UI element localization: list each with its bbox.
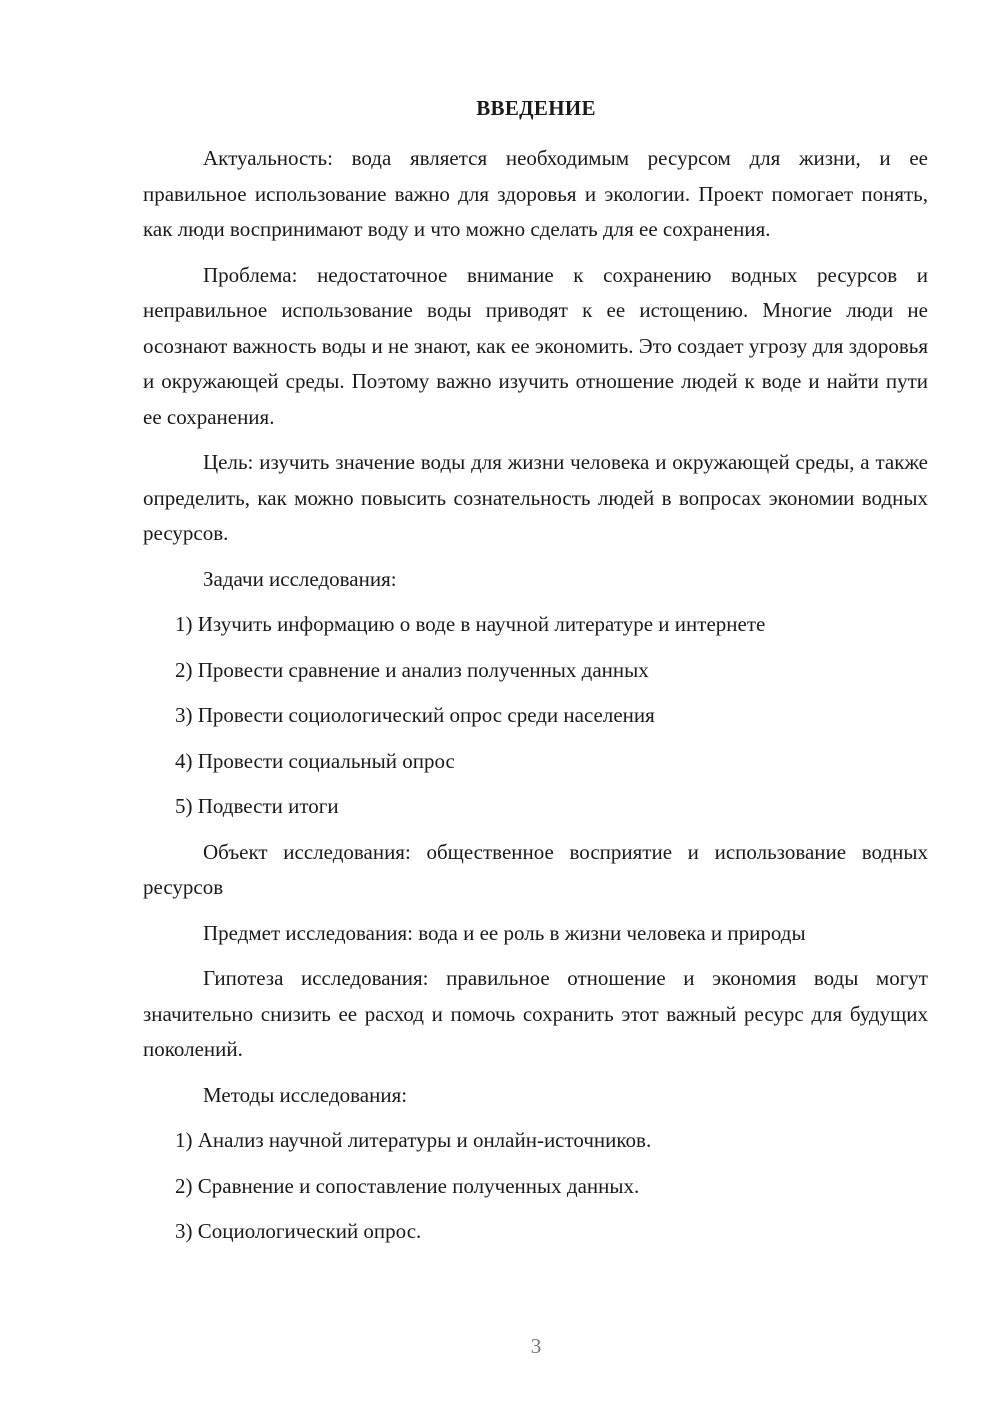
section-title: ВВЕДЕНИЕ [476, 96, 596, 120]
body-text [143, 141, 928, 1260]
paragraph-methods-heading: Методы исследования: [203, 1082, 408, 1107]
paragraph-tasks-heading: Задачи исследования: [203, 566, 397, 591]
list-item-task-5: 5) Подвести итоги [175, 794, 339, 818]
list-item-method-1: 1) Анализ научной литературы и онлайн-источников. [175, 1128, 652, 1152]
list-item-method-3: 3) Социологический опрос. [175, 1219, 422, 1243]
paragraph-hypothesis: Гипотеза исследования: правильное отношение и экономия воды могут значительно снизить ее расход и помочь сохранить этот важный ресурс для будущих поколений. [143, 966, 928, 1061]
list-item-task-3: 3) Провести социологический опрос среди населения [175, 703, 655, 727]
paragraph-problem: Проблема: недостаточное внимание к сохранению водных ресурсов и неправильное использование воды приводят к ее истощению. Многие люди не осознают важность воды и не знают, как ее экономить. Это создает угрозу для здоровья и окружающей среды. Поэтому важно изучить отношение людей к воде и найти пути ее сохранения. [143, 262, 928, 429]
list-item-method-2: 2) Сравнение и сопоставление полученных данных. [175, 1173, 640, 1198]
paragraph-relevance: Актуальность: вода является необходимым ресурсом для жизни, и ее правильное использование важно для здоровья и экологии. Проект помогает понять, как люди воспринимают воду и что можно сделать для ее сохранения. [143, 146, 928, 241]
list-item-task-1: 1) Изучить информацию о воде в научной литературе и интернете [175, 612, 766, 636]
list-item-task-4: 4) Провести социальный опрос [175, 748, 455, 773]
paragraph-subject: Предмет исследования: вода и ее роль в жизни человека и природы [203, 920, 806, 945]
paragraph-goal: Цель: изучить значение воды для жизни человека и окружающей среды, а также определить, как можно повысить сознательность людей в вопросах экономии водных ресурсов. [143, 450, 928, 545]
list-item-task-2: 2) Провести сравнение и анализ полученных данных [175, 657, 649, 682]
page-number: 3 [530, 1334, 542, 1358]
paragraph-object: Объект исследования: общественное восприятие и использование водных ресурсов [143, 839, 928, 899]
